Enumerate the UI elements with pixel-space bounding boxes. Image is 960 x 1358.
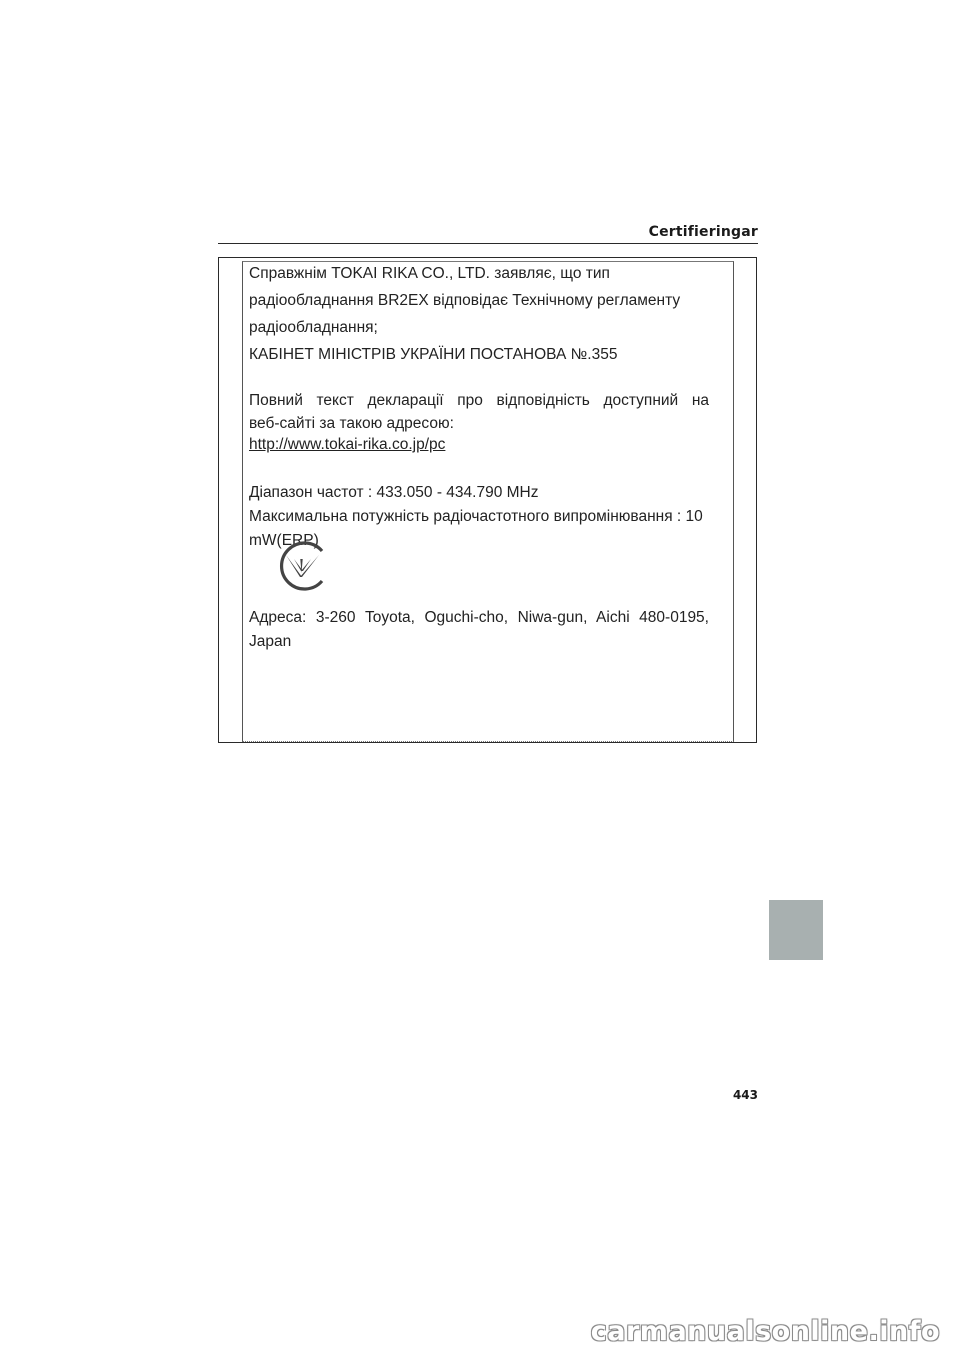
declaration-url-link[interactable]: http://www.tokai-rika.co.jp/pc (249, 436, 446, 453)
address-line-1: Адреса: 3-260 Toyota, Oguchi-cho, Niwa-gun, Aichi 480-0195, (249, 609, 709, 626)
fulltext-line-2: веб-сайті за такою адресою: (249, 415, 454, 432)
ukrainian-conformity-mark-icon (273, 537, 329, 595)
address-block (249, 606, 709, 654)
header-divider (218, 243, 758, 244)
address-line-2: Japan (249, 633, 292, 650)
declaration-line-3: радіообладнання; (249, 319, 378, 336)
max-power-line-2: mW(ERP) (249, 532, 319, 549)
fulltext-line-1: Повний текст декларації про відповідність доступний на (249, 392, 709, 409)
declaration-text (249, 262, 709, 553)
declaration-line-2: радіообладнання BR2EX відповідає Технічному регламенту (249, 292, 681, 309)
max-power-line-1: Максимальна потужність радіочастотного випромінювання : 10 (249, 508, 703, 525)
chapter-side-tab (769, 900, 823, 960)
frequency-range: Діапазон частот : 433.050 - 434.790 MHz (249, 484, 539, 501)
watermark-logo: carmanualsonline.info (590, 1316, 940, 1347)
section-title: Certifieringar (648, 224, 758, 240)
regulation-line: КАБІНЕТ МІНІСТРІВ УКРАЇНИ ПОСТАНОВА №.355 (249, 346, 618, 363)
declaration-line-1: Справжнім TOKAI RIKA CO., LTD. заявляє, що тип (249, 265, 610, 282)
page-number: 443 (732, 1088, 758, 1102)
